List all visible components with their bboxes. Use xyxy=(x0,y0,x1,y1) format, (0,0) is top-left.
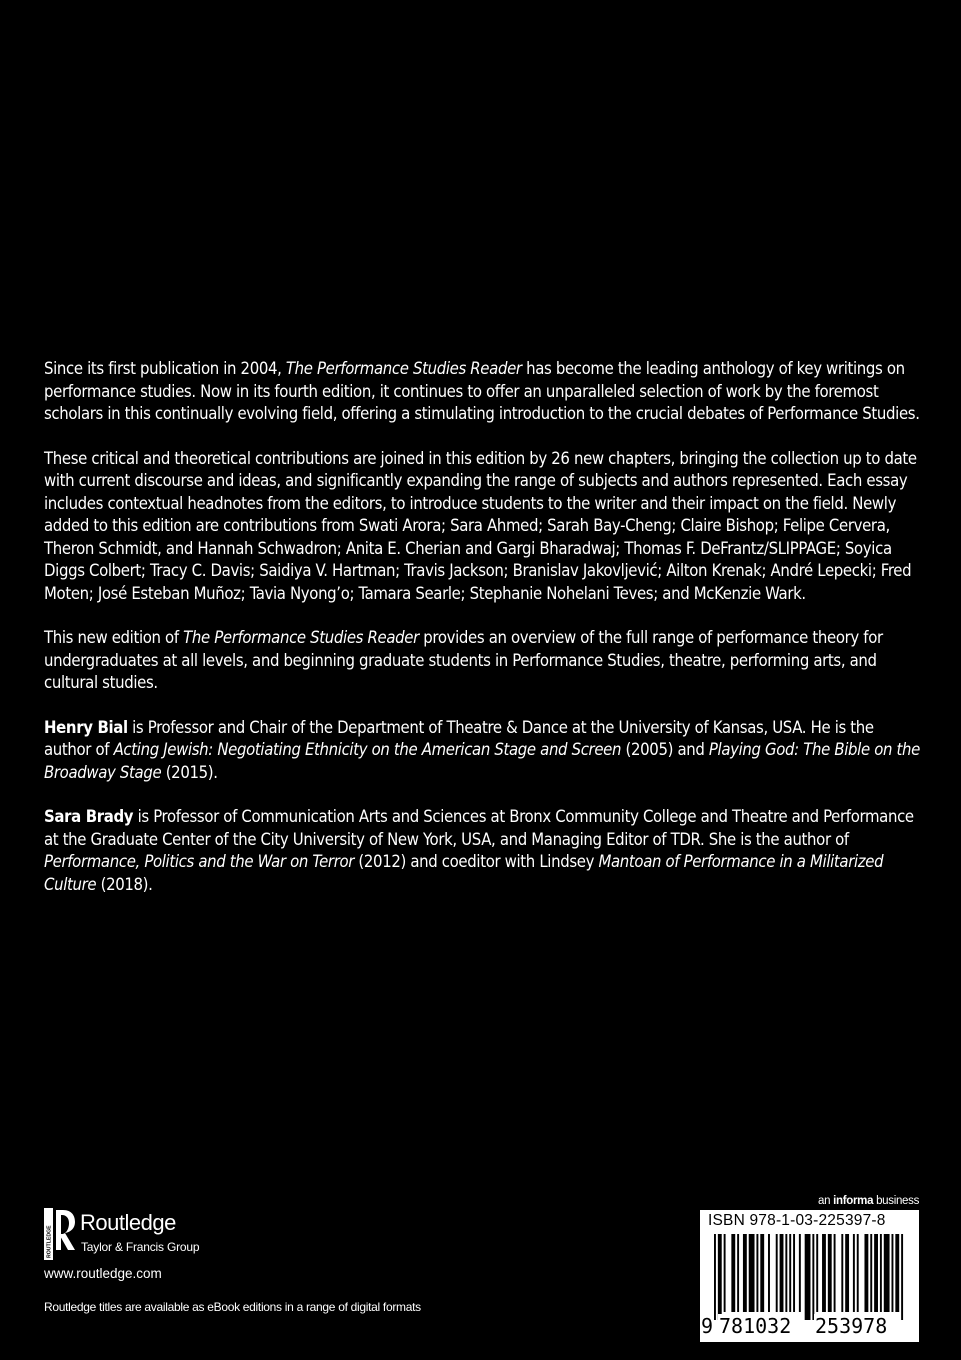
book-title: The Performance Studies Reader xyxy=(285,359,522,378)
barcode-bar xyxy=(731,1234,735,1312)
author-name: Sara Brady xyxy=(44,807,134,826)
publisher-group: Taylor & Francis Group xyxy=(81,1240,200,1254)
author-bio-bial: Henry Bial is Professor and Chair of the Department of Theatre & Dance at the University of Kansas, USA. He is the author of Acting Jewish: Negotiating Ethnicity on the American Stage and Screen (2005) and Playing God: The Bible on the Broadway Stage (2015). xyxy=(44,717,920,782)
barcode-bars xyxy=(706,1234,913,1320)
barcode-bar xyxy=(864,1234,868,1312)
barcode-left-digits: 781032 xyxy=(719,1314,792,1338)
barcode-bar xyxy=(749,1234,755,1312)
barcode-bar xyxy=(884,1234,890,1312)
barcode-bar xyxy=(822,1234,826,1312)
description-paragraph-2: These critical and theoretical contributions are joined in this edition by 26 new chapters, bringing the collection up to date with current discourse and ideas, and significantly expanding the range of subjects and authors represented. Each essay includes contextual headnotes from the editors, to introduce students to the writer and their impact on the field. Newly added to this edition are contributions from Swati Arora; Sara Ahmed; Sarah Bay-Cheng; Claire Bishop; Felipe Cervera, Theron Schmidt, and Hannah Schwadron; Anita E. Cherian and Gargi Bharadwaj; Thomas F. DeFrantz/SLIPPAGE; Soyica Diggs Colbert; Tracy C. Davis; Saidiya V. Hartman; Travis Jackson; Branislav Jakovljević; Ailton Krenak; André Lepecki; Fred Moten; José Esteban Muñoz; Tavia Nyong’o; Tamara Searle; Stephanie Nohelani Teves; and McKenzie Wark. xyxy=(44,448,917,603)
author-name: Henry Bial xyxy=(44,717,128,737)
barcode-bar xyxy=(805,1234,811,1320)
barcode-bar xyxy=(857,1234,859,1312)
barcode-bar xyxy=(724,1234,726,1312)
barcode-right-digits: 253978 xyxy=(815,1314,888,1338)
barcode-bar xyxy=(793,1234,795,1312)
informa-business-label: an informa business xyxy=(818,1195,920,1207)
barcode-bar xyxy=(718,1234,722,1320)
routledge-logo xyxy=(44,1208,264,1260)
publisher-name: Routledge xyxy=(80,1210,176,1235)
barcode-digits xyxy=(700,1314,919,1340)
barcode-bar xyxy=(799,1234,801,1312)
barcode-bar xyxy=(768,1234,770,1312)
publisher-website: www.routledge.com xyxy=(44,1266,162,1281)
barcode-bar xyxy=(743,1234,747,1312)
barcode-bar xyxy=(874,1234,878,1312)
barcode-bar xyxy=(760,1234,764,1312)
barcode-bar xyxy=(828,1234,832,1312)
isbn-label: ISBN 978-1-03-225397-8 xyxy=(708,1212,886,1229)
barcode-bar xyxy=(901,1234,903,1320)
author-bio-brady: Sara Brady is Professor of Communication Arts and Sciences at Bronx Community College and Theatre and Performance at the Graduate Center of the City University of New York, USA, and Managing Editor of TDR. She is the author of Performance, Politics and the War on Terror (2012) and coeditor with Lindsey Mantoan of Performance in a Militarized Culture (2018). xyxy=(44,807,914,894)
isbn-barcode xyxy=(700,1210,919,1342)
description-paragraph-1: Since its first publication in 2004, The Performance Studies Reader has become the leading anthology of key writings on performance studies. Now in its fourth edition, it continues to offer an unparalleled selection of work by the foremost scholars in this continually evolving field, offering a stimulating introduction to the crucial debates of Performance Studies. xyxy=(44,359,920,423)
barcode-bar xyxy=(816,1234,818,1312)
barcode-bar xyxy=(853,1234,855,1312)
barcode-bar xyxy=(789,1234,791,1312)
book-title: The Performance Studies Reader xyxy=(183,628,419,647)
barcode-bar xyxy=(880,1234,882,1312)
barcode-bar xyxy=(780,1234,784,1312)
barcode-bar xyxy=(895,1234,899,1312)
barcode-bar xyxy=(785,1234,787,1312)
back-cover-blurb xyxy=(44,358,924,918)
barcode-first-digit: 9 xyxy=(701,1314,714,1338)
description-paragraph-3: This new edition of The Performance Studies Reader provides an overview of the full range of performance theory for undergraduates at all levels, and beginning graduate students in Performance Studies, theatre, performing arts, and cultural studies. xyxy=(44,628,883,692)
barcode-bar xyxy=(834,1234,836,1312)
ebook-note: Routledge titles are available as eBook editions in a range of digital formats xyxy=(44,1300,421,1314)
barcode-bar xyxy=(845,1234,849,1312)
barcode-bar xyxy=(870,1234,872,1312)
logo-side-text: ROUTLEDGE xyxy=(46,1225,53,1258)
barcode-bar xyxy=(812,1234,814,1320)
barcode-bar xyxy=(841,1234,843,1312)
barcode-bar xyxy=(714,1234,716,1320)
barcode-bar xyxy=(756,1234,758,1312)
barcode-bar xyxy=(776,1234,778,1312)
barcode-bar xyxy=(891,1234,893,1312)
routledge-logo-icon xyxy=(44,1208,76,1260)
barcode-bar xyxy=(737,1234,739,1312)
